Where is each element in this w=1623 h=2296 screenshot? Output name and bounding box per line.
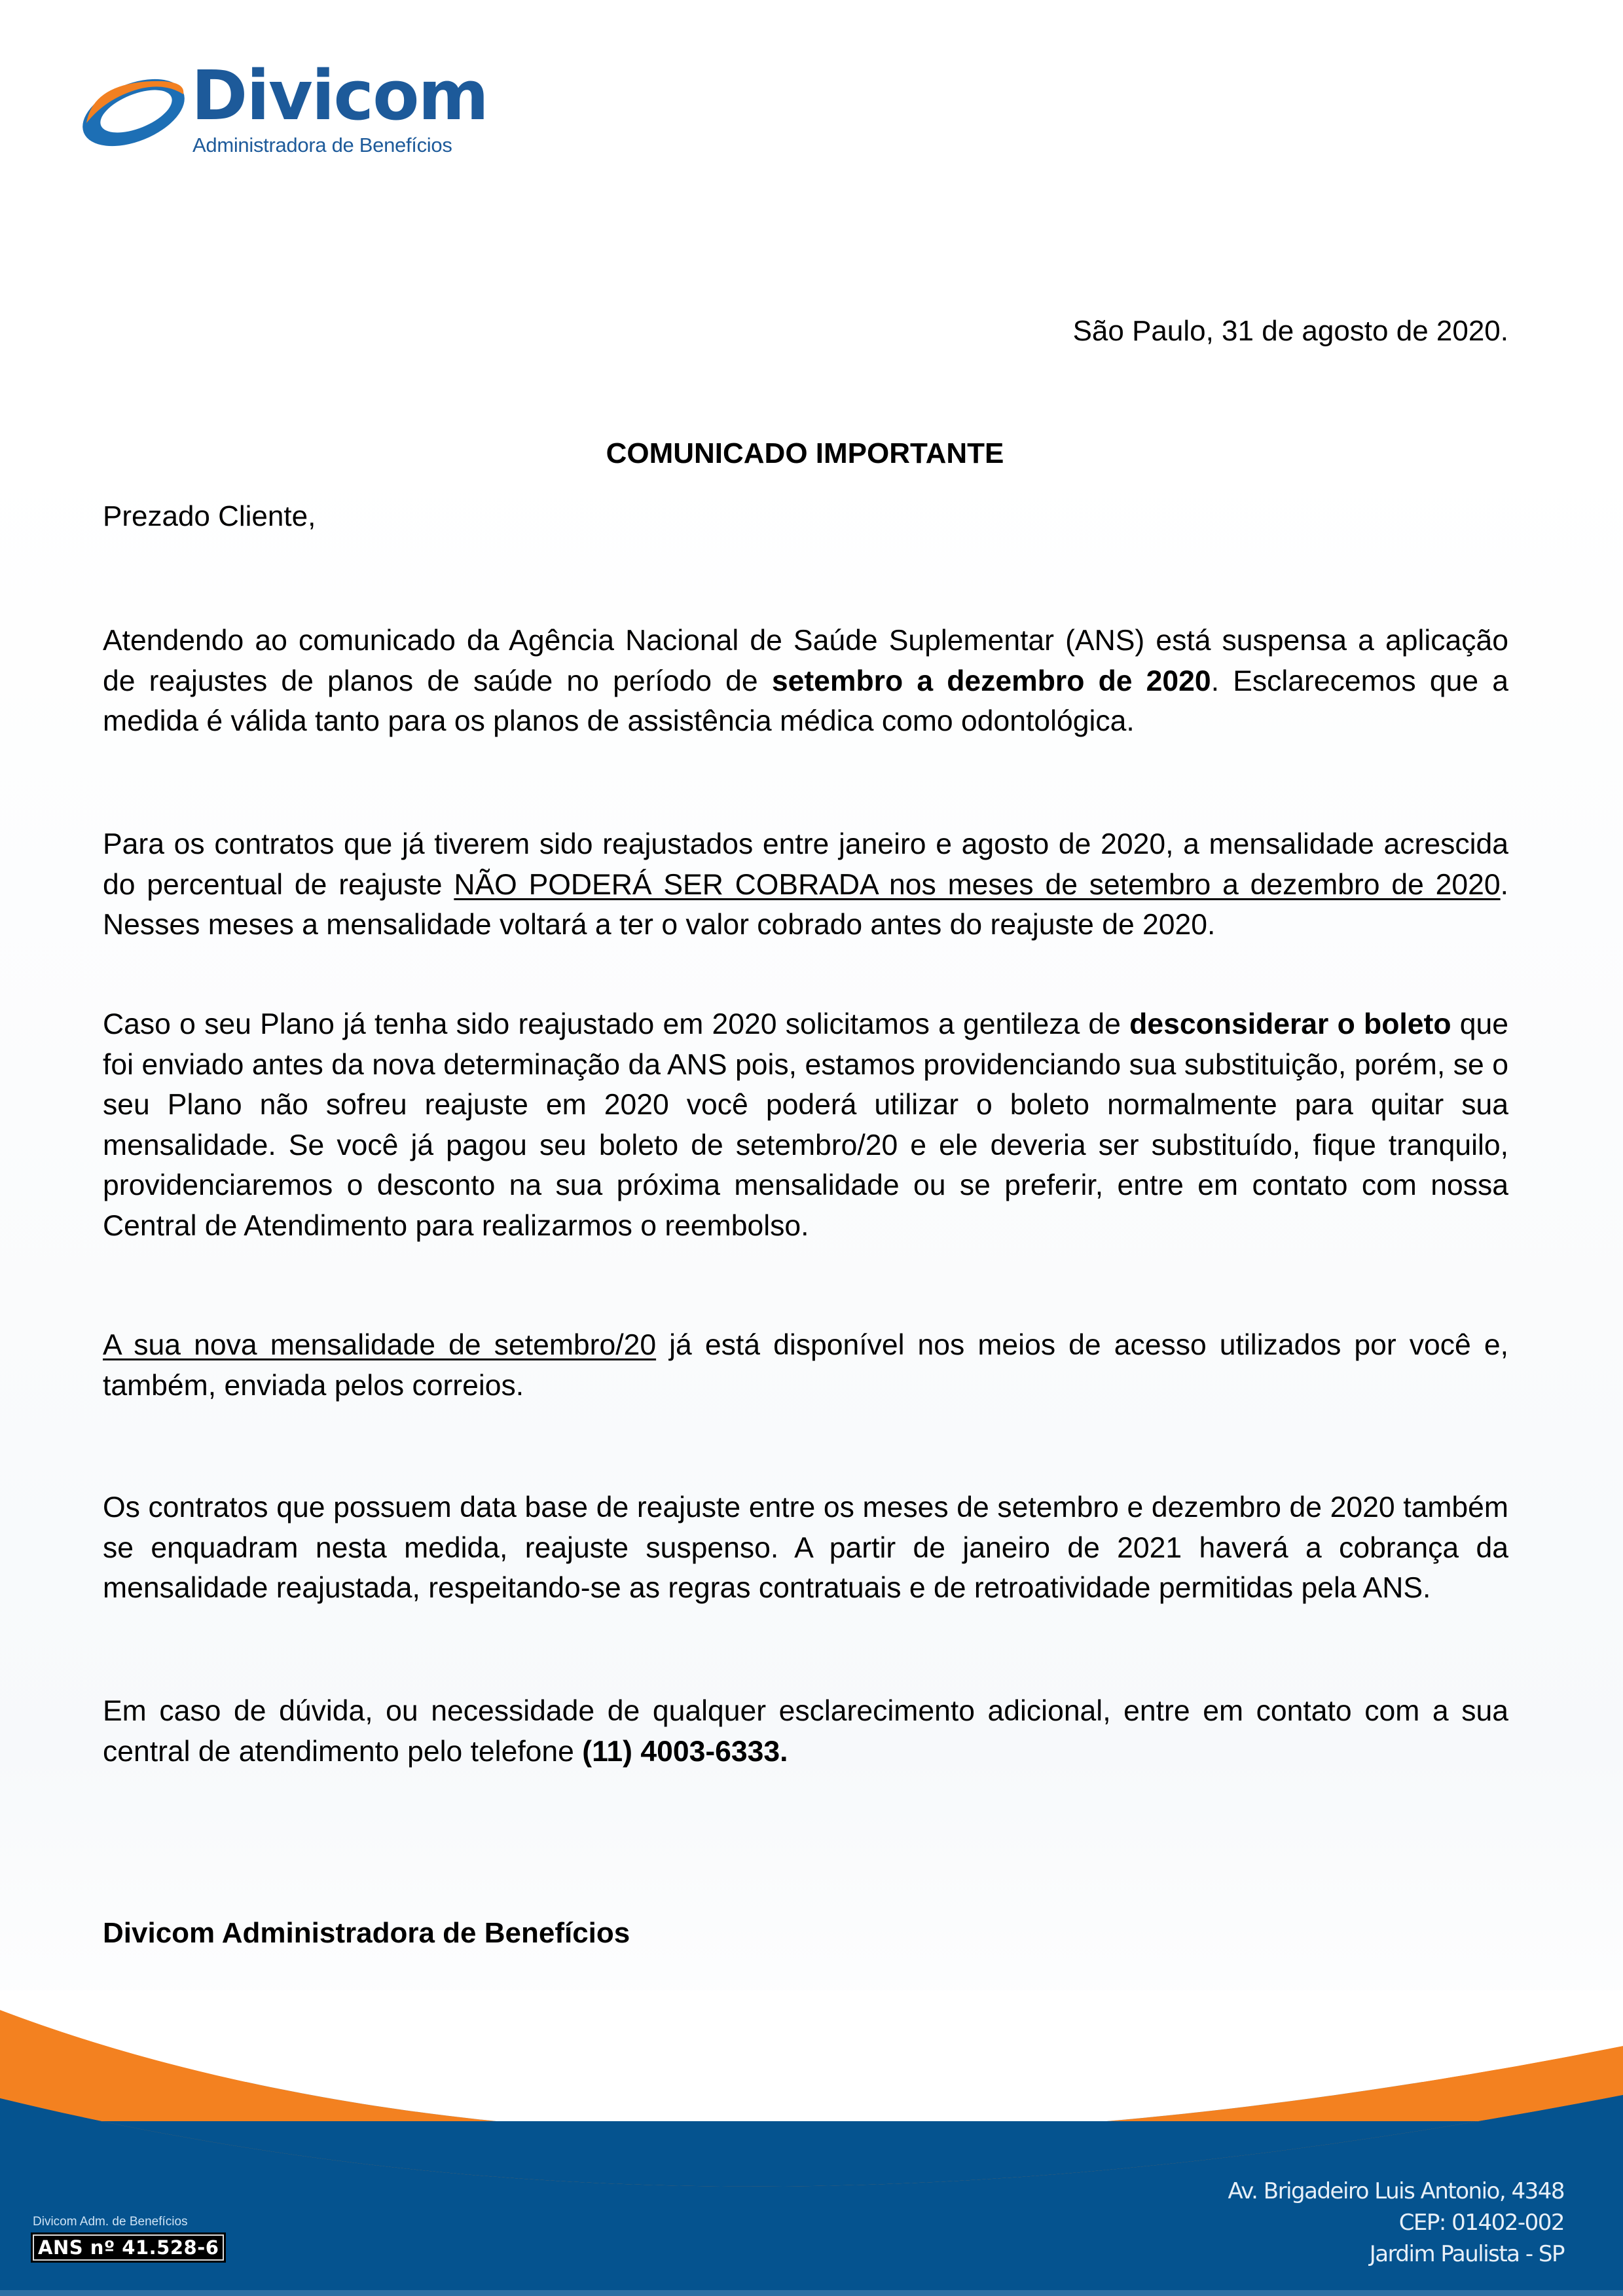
p4-text-b: já está disponível nos meios de acesso utilizados por você e, também, enviada pelos correios.: [103, 1329, 1508, 1402]
p1-text-a: Atendendo ao comunicado da Agência Nacional de Saúde Suplementar (ANS) está suspensa a aplicação de reajustes de planos de saúde no período de: [103, 625, 1508, 697]
letter-title: COMUNICADO IMPORTANTE: [606, 437, 1004, 469]
letter-date: São Paulo, 31 de agosto de 2020.: [1072, 315, 1508, 347]
p2-underlined-notice: NÃO PODERÁ SER COBRADA nos meses de setembro a dezembro de 2020: [454, 868, 1501, 901]
address-cep: CEP: 01402-002: [1398, 2210, 1564, 2236]
footer: [0, 1990, 1623, 2296]
p2-text-b: . Nesses meses a mensalidade voltará a ter o valor cobrado antes do reajuste de 2020.: [103, 868, 1509, 941]
paragraph-already-adjusted-contracts: [103, 824, 1508, 945]
letter-title-wrapper: [0, 437, 1623, 470]
divicom-swoosh-logo-icon: [73, 71, 191, 156]
paragraph-boleto-instructions: [103, 1004, 1508, 1246]
ans-registration-badge: ANS nº 41.528-6: [33, 2234, 224, 2261]
paragraph-new-monthly-fee: [103, 1325, 1508, 1406]
address-district: Jardim Paulista - SP: [1369, 2241, 1564, 2267]
divicom-logo: [73, 56, 488, 156]
greeting: Prezado Cliente,: [103, 500, 316, 532]
p5-text: Os contratos que possuem data base de reajuste entre os meses de setembro e dezembro de 2020 também se enquadram nesta medida, reajuste suspenso. A partir de janeiro de 2021 haverá a cobrança da mensalidade reajustada, respeitando-se as regras contratuais e de retroatividade permitidas pela ANS.: [103, 1491, 1508, 1604]
paragraph-base-date-contracts: [103, 1487, 1508, 1609]
p3-text-a: Caso o seu Plano já tenha sido reajustado em 2020 solicitamos a gentileza de: [103, 1008, 1130, 1040]
p3-text-b: que foi enviado antes da nova determinação da ANS pois, estamos providenciando sua substituição, porém, se o seu Plano não sofreu reajuste em 2020 você poderá utilizar o boleto normalmente para quitar sua mensalidade. Se você já pagou seu boleto de setembro/20 e ele deveria ser substituído, fique tranquilo, providenciaremos o desconto na sua próxima mensalidade ou se preferir, entre em contato com nossa Central de Atendimento para realizarmos o reembolso.: [103, 1008, 1508, 1242]
p6-text-a: Em caso de dúvida, ou necessidade de qualquer esclarecimento adicional, entre em contato com a sua central de atendimento pelo telefone: [103, 1695, 1508, 1768]
p4-underlined-new-fee: A sua nova mensalidade de setembro/20: [103, 1329, 657, 1361]
p3-bold-disregard-boleto: desconsiderar o boleto: [1129, 1008, 1451, 1040]
p1-bold-period: setembro a dezembro de 2020: [771, 665, 1211, 697]
p2-text-a: Para os contratos que já tiverem sido reajustados entre janeiro e agosto de 2020, a mensalidade acrescida do percentual de reajuste: [103, 828, 1508, 901]
paragraph-ans-suspension: [103, 621, 1508, 742]
phone-number: (11) 4003-6333.: [582, 1735, 788, 1768]
address-street: Av. Brigadeiro Luis Antonio, 4348: [1228, 2178, 1564, 2204]
footer-address: [1228, 2176, 1564, 2270]
paragraph-contact-info: [103, 1691, 1508, 1772]
logo-brand-name: Divicom: [191, 56, 488, 136]
footer-company-short-name: Divicom Adm. de Benefícios: [33, 2215, 188, 2229]
p1-text-b: . Esclarecemos que a medida é válida tanto para os planos de assistência médica como odontológica.: [103, 665, 1508, 737]
footer-bottom-edge: [0, 2290, 1623, 2296]
logo-tagline: Administradora de Benefícios: [192, 134, 452, 156]
signature: Divicom Administradora de Benefícios: [103, 1917, 630, 1949]
